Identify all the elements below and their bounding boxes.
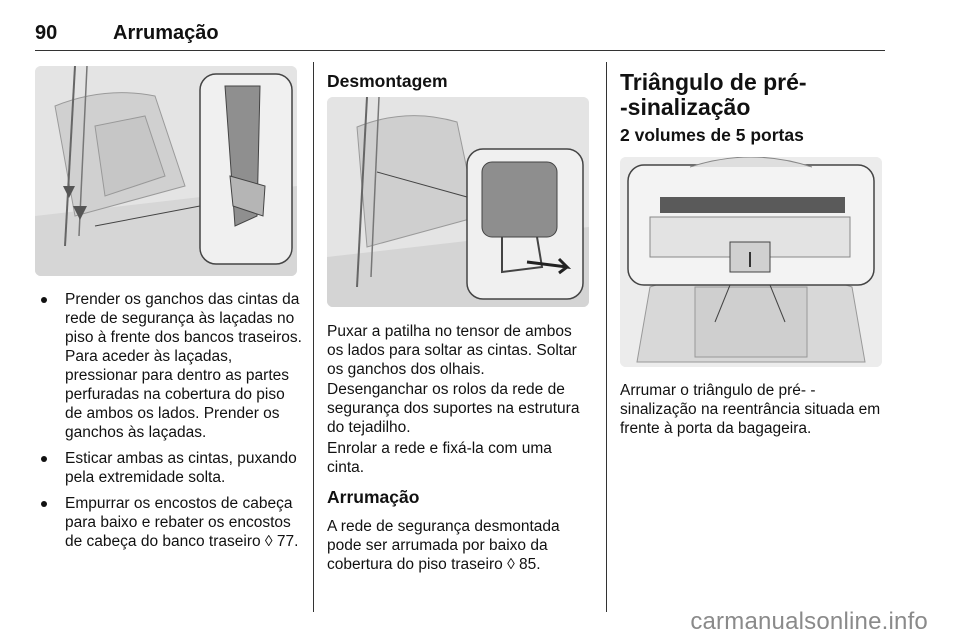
storage-paragraph: A rede de segurança desmontada pode ser arrumada por baixo da cobertura do piso traseiro ◊ 85. (327, 518, 560, 573)
warning-triangle-paragraph: Arrumar o triângulo de pré- -sinalização na reentrância situada em frente à porta da bagageira. (620, 382, 881, 437)
column-divider-right (606, 62, 607, 612)
warning-triangle-heading: Triângulo de pré- -sinalização (620, 69, 807, 120)
tensor-illustration (327, 97, 589, 307)
safety-net-hooks-illustration (35, 66, 297, 276)
list-item: Prender os ganchos das cintas da rede de segurança às laçadas no piso à frente dos bancos traseiros. Para aceder às laçadas, pressionar para dentro as partes perfuradas na cobertura do piso de ambos os lados. Prender os ganchos às laçadas. (35, 290, 305, 442)
removal-paragraph-3: Enrolar a rede e fixá-la com uma cinta. (327, 440, 552, 476)
page-number: 90 (35, 22, 58, 44)
chapter-title: Arrumação (113, 22, 219, 44)
bullet-icon (41, 456, 47, 462)
removal-paragraph-2: Desenganchar os rolos da rede de segurança dos suportes na estrutura do tejadilho. (327, 381, 580, 436)
bullet-icon (41, 501, 47, 507)
instruction-list (35, 290, 305, 558)
site-watermark: carmanualsonline.info (690, 608, 928, 635)
section-heading-removal: Desmontagem (327, 71, 448, 91)
removal-paragraph-1: Puxar a patilha no tensor de ambos os lados para soltar as cintas. Soltar os ganchos dos olhais. (327, 323, 577, 378)
variant-subheading: 2 volumes de 5 portas (620, 125, 804, 145)
bullet-icon (41, 297, 47, 303)
section-heading-storage: Arrumação (327, 487, 420, 507)
tailgate-recess-illustration (620, 157, 882, 367)
list-item: Empurrar os encostos de cabeça para baixo e rebater os encostos de cabeça do banco traseiro ◊ 77. (35, 494, 305, 551)
list-item: Esticar ambas as cintas, puxando pela extremidade solta. (35, 449, 305, 487)
column-divider-left (313, 62, 314, 612)
page-header (35, 22, 885, 51)
